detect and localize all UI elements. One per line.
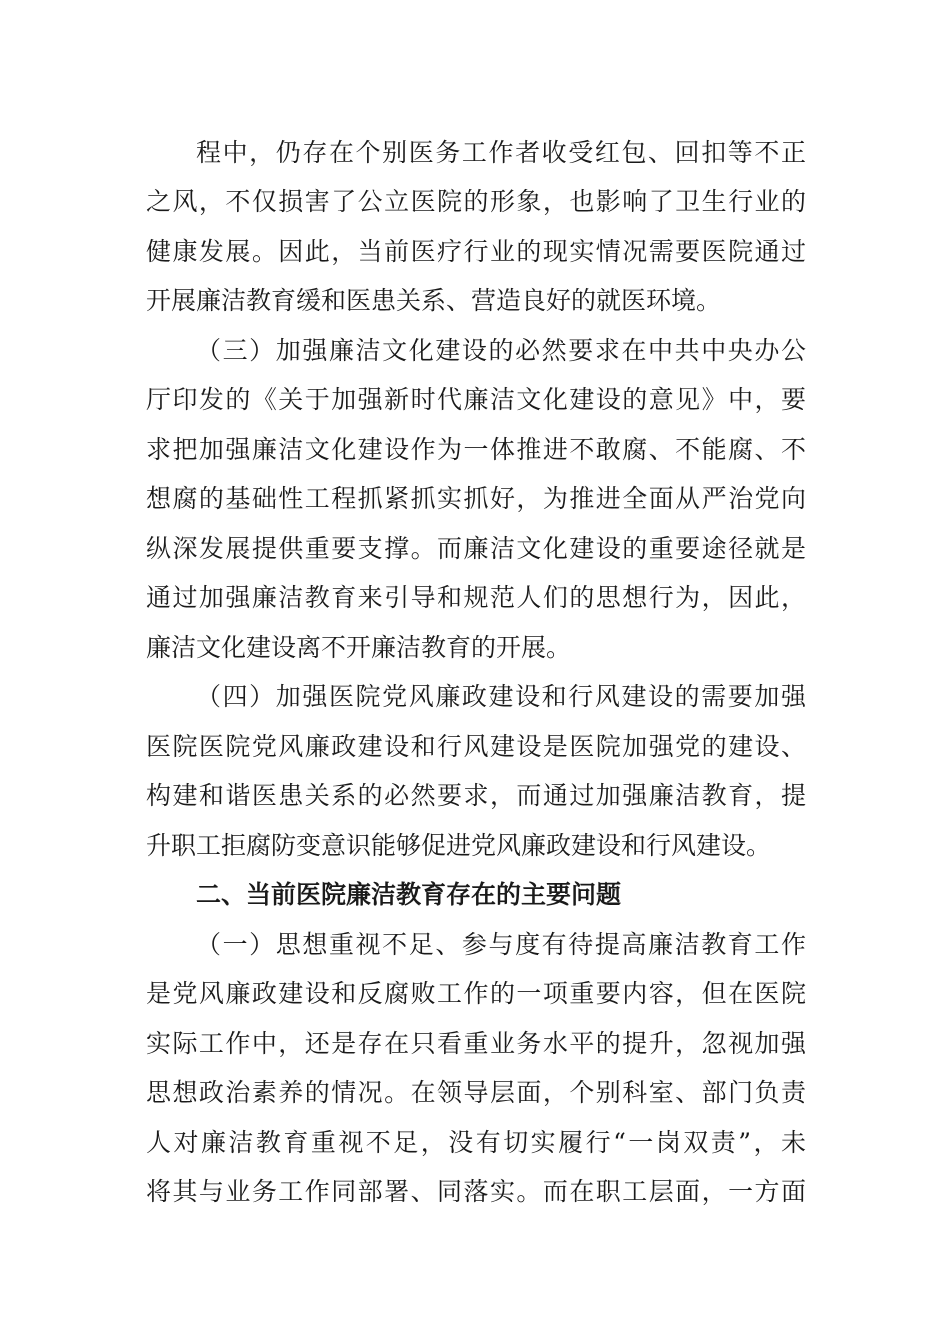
- text-line: 通过加强廉洁教育来引导和规范人们的思想行为，因此，: [146, 583, 806, 612]
- text-line: 实际工作中，还是存在只看重业务水平的提升，忽视加强: [146, 1029, 806, 1058]
- text-line: 纵深发展提供重要支撑。而廉洁文化建设的重要途径就是: [146, 534, 806, 563]
- text-line: 之风，不仅损害了公立医院的形象，也影响了卫生行业的: [146, 187, 806, 216]
- text-line: 医院医院党风廉政建设和行风建设是医院加强党的建设、: [146, 732, 806, 761]
- text-line: （四）加强医院党风廉政建设和行风建设的需要加强: [196, 682, 806, 711]
- text-line: 廉洁文化建设离不开廉洁教育的开展。: [146, 633, 572, 662]
- text-line: 是党风廉政建设和反腐败工作的一项重要内容，但在医院: [146, 979, 806, 1008]
- section-heading: 二、当前医院廉洁教育存在的主要问题: [196, 880, 622, 909]
- text-line: 将其与业务工作同部署、同落实。而在职工层面，一方面: [146, 1177, 806, 1206]
- text-line: 开展廉洁教育缓和医患关系、营造良好的就医环境。: [146, 286, 722, 315]
- text-line: 升职工拒腐防变意识能够促进党风廉政建设和行风建设。: [146, 831, 772, 860]
- text-line: 想腐的基础性工程抓紧抓实抓好，为推进全面从严治党向: [146, 484, 806, 513]
- text-line: 程中，仍存在个别医务工作者收受红包、回扣等不正: [196, 138, 806, 167]
- text-line: 厅印发的《关于加强新时代廉洁文化建设的意见》中，要: [146, 385, 806, 414]
- text-line: （三）加强廉洁文化建设的必然要求在中共中央办公: [196, 336, 806, 365]
- text-line: 求把加强廉洁文化建设作为一体推进不敢腐、不能腐、不: [146, 435, 806, 464]
- text-line: 构建和谐医患关系的必然要求，而通过加强廉洁教育，提: [146, 781, 806, 810]
- text-line: （一）思想重视不足、参与度有待提高廉洁教育工作: [196, 930, 806, 959]
- text-line: 健康发展。因此，当前医疗行业的现实情况需要医院通过: [146, 237, 806, 266]
- text-line: 思想政治素养的情况。在领导层面，个别科室、部门负责: [146, 1078, 806, 1107]
- text-line: 人对廉洁教育重视不足，没有切实履行“一岗双责”，未: [146, 1128, 806, 1157]
